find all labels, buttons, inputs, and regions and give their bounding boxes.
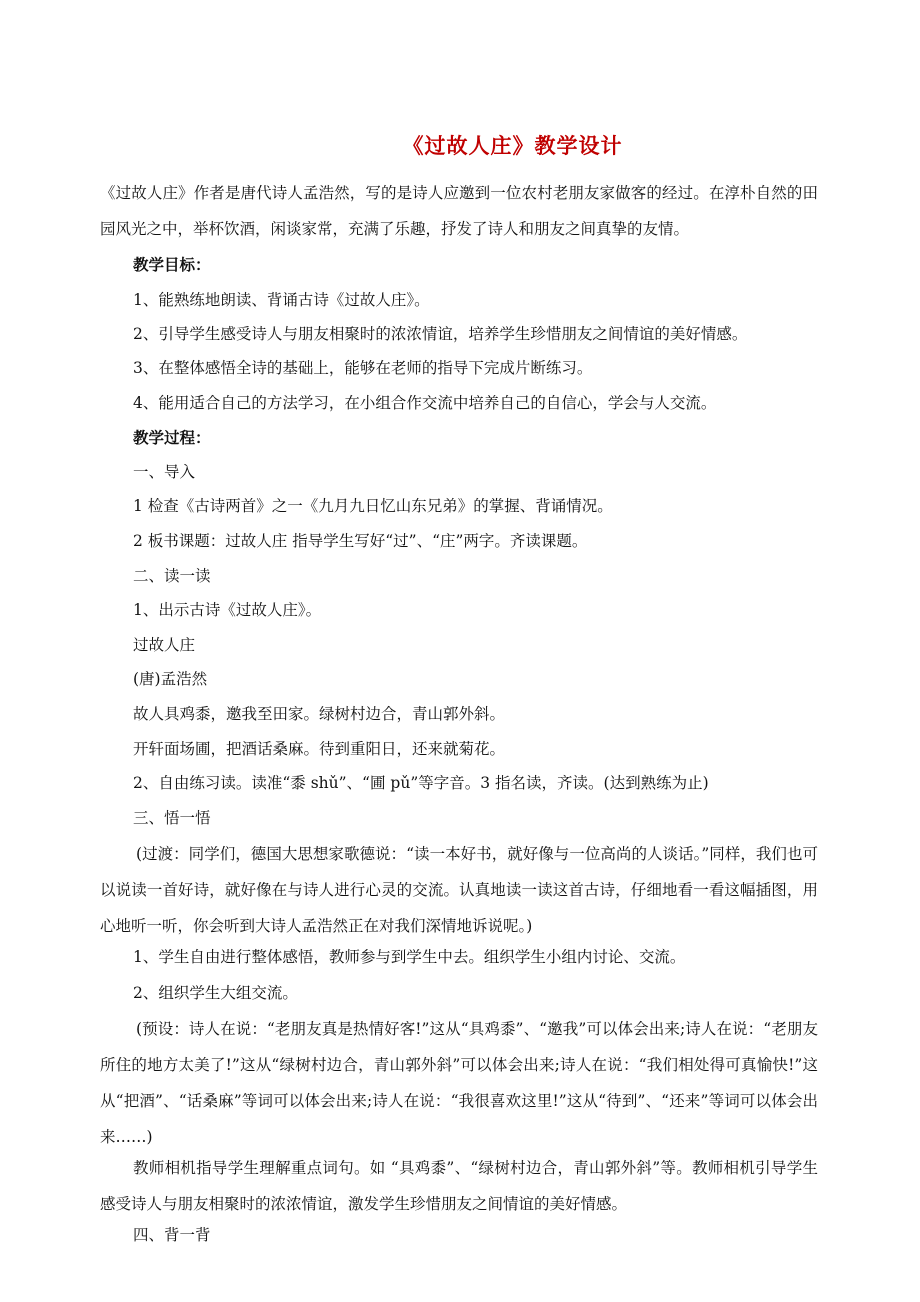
- poem-author: (唐)孟浩然: [133, 670, 208, 688]
- section-heading: 四、背一背: [133, 1226, 211, 1244]
- goal-item: 1、能熟练地朗读、背诵古诗《过故人庄》。: [133, 291, 430, 309]
- list-item: 1、出示古诗《过故人庄》。: [133, 601, 322, 619]
- section-heading: 二、读一读: [133, 567, 211, 585]
- list-item: 1 检查《古诗两首》之一《九月九日忆山东兄弟》的掌握、背诵情况。: [133, 497, 613, 515]
- preset-paragraph: (预设：诗人在说：“老朋友真是热情好客!”这从“具鸡黍”、“邀我”可以体会出来;诗人在说：“老朋友所住的地方太美了!”这从“绿树村边合，青山郭外斜”可以体会出来;诗人在说：“我们相处得可真愉快!”这从“把酒”、“话桑麻”等词可以体会出来;诗人在说：“我很喜欢这里!”这从“待到”、“还来”等词可以体会出来……): [100, 1020, 818, 1146]
- goal-item: 3、在整体感悟全诗的基础上，能够在老师的指导下完成片断练习。: [133, 359, 593, 377]
- list-item: 2、自由练习读。读准“黍 shǔ”、“圃 pǔ”等字音。3 指名读，齐读。(达到熟练为止): [133, 774, 709, 792]
- list-item: 2 板书课题：过故人庄 指导学生写好“过”、“庄”两字。齐读课题。: [133, 532, 588, 550]
- poem-line: 开轩面场圃，把酒话桑麻。待到重阳日，还来就菊花。: [133, 740, 506, 758]
- process-heading: 教学过程：: [133, 429, 211, 447]
- goals-heading: 教学目标：: [133, 256, 211, 274]
- transition-paragraph: (过渡：同学们，德国大思想家歌德说：“读一本好书，就好像与一位高尚的人谈话。”同样，我们也可以说读一首好诗，就好像在与诗人进行心灵的交流。认真地读一读这首古诗，仔细地看一看这幅插图，用心地听一听，你会听到大诗人孟浩然正在对我们深情地诉说呢。): [100, 845, 818, 935]
- section-heading: 三、悟一悟: [133, 809, 211, 827]
- teacher-guide-paragraph: 教师相机指导学生理解重点词句。如 “具鸡黍”、“绿树村边合，青山郭外斜”等。教师相机引导学生感受诗人与朋友相聚时的浓浓情谊，激发学生珍惜朋友之间情谊的美好情感。: [100, 1159, 818, 1213]
- list-item: 2、组织学生大组交流。: [133, 984, 298, 1002]
- poem-line: 故人具鸡黍，邀我至田家。绿树村边合，青山郭外斜。: [133, 705, 506, 723]
- intro-paragraph: 《过故人庄》作者是唐代诗人孟浩然，写的是诗人应邀到一位农村老朋友家做客的经过。在淳朴自然的田园风光之中，举杯饮酒，闲谈家常，充满了乐趣，抒发了诗人和朋友之间真挚的友情。: [100, 184, 818, 238]
- section-heading: 一、导入: [133, 463, 196, 481]
- poem-title: 过故人庄: [133, 636, 196, 654]
- goal-item: 2、引导学生感受诗人与朋友相聚时的浓浓情谊，培养学生珍惜朋友之间情谊的美好情感。: [133, 325, 748, 343]
- goal-item: 4、能用适合自己的方法学习，在小组合作交流中培养自己的自信心，学会与人交流。: [133, 394, 717, 412]
- list-item: 1、学生自由进行整体感悟，教师参与到学生中去。组织学生小组内讨论、交流。: [133, 948, 686, 966]
- document-title: 《过故人庄》教学设计: [402, 134, 623, 158]
